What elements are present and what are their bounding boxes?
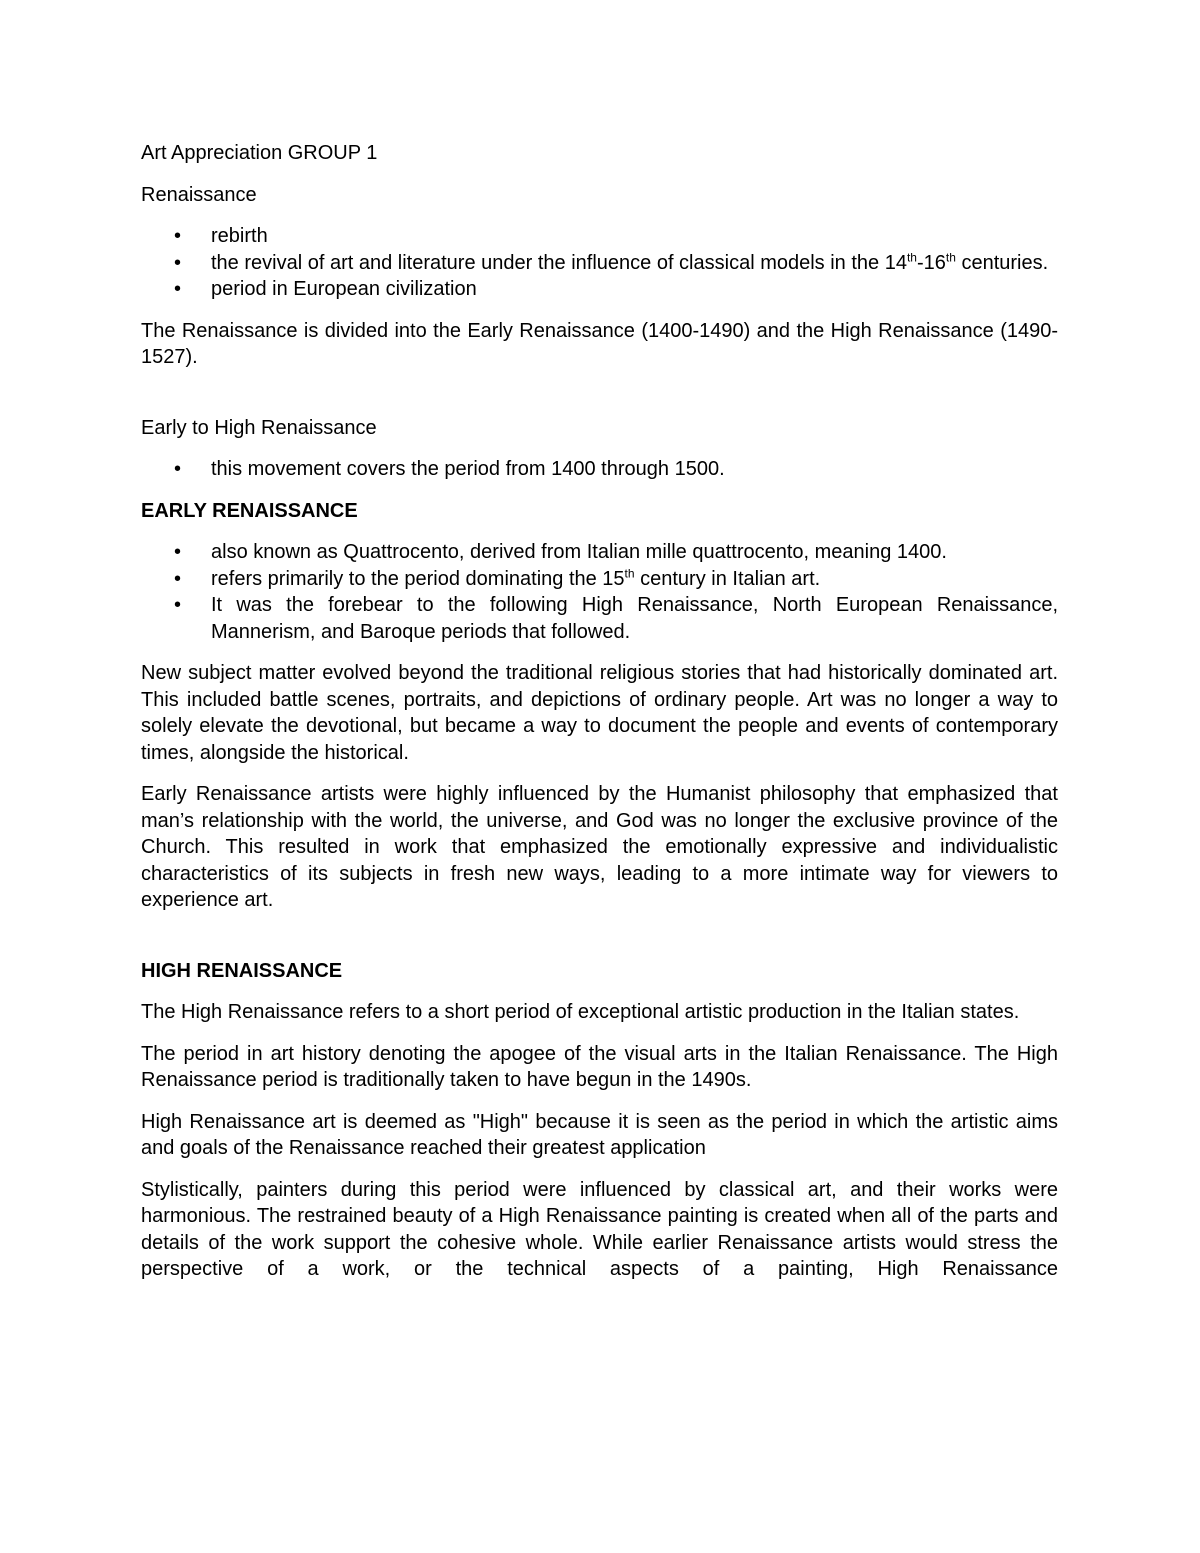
list-item-text: It was the forebear to the following High Renaissance, North European Renaissance, Mannerism, and Baroque periods that followed. [211,594,1058,643]
list-item-text: rebirth [211,225,268,247]
document-page [141,140,1058,1298]
renaissance-heading: Renaissance [141,183,257,206]
superscript: th [624,565,635,580]
early-renaissance-paragraph-1: New subject matter evolved beyond the traditional religious stories that had historically dominated art. This included battle scenes, portraits, and depictions of ordinary people. Art was no longer a way to solely elevate the devotional, but became a way to document the people and events of contemporary times, alongside the historical. [141,662,1058,764]
bullet-icon: • [174,567,182,590]
list-item-text: century in Italian art. [634,567,821,590]
high-renaissance-paragraph-3: High Renaissance art is deemed as "High" because it is seen as the period in which the artistic aims and goals of the Renaissance reached their greatest application [141,1110,1058,1159]
bullet-icon: • [174,251,182,274]
list-item [141,539,1058,566]
list-item [141,456,1058,483]
high-renaissance-heading: HIGH RENAISSANCE [141,959,343,982]
bullet-icon: • [174,594,182,616]
list-item-text: this movement covers the period from 1400 through 1500. [211,458,725,480]
early-to-high-heading: Early to High Renaissance [141,416,377,439]
list-item-text: period in European civilization [211,278,477,300]
blank-line [141,929,1058,958]
superscript: th [945,249,956,264]
early-renaissance-heading: EARLY RENAISSANCE [141,499,358,522]
high-renaissance-paragraph-1: The High Renaissance refers to a short period of exceptional artistic production in the Italian states. [141,1001,1020,1023]
high-renaissance-paragraph-4: Stylistically, painters during this period were influenced by classical art, and their works were harmonious. The restrained beauty of a High Renaissance painting is created when all of the parts and details of the work support the cohesive whole. While earlier Renaissance artists would stress the perspective of a work, or the technical aspects of a painting, High Renaissance [141,1178,1058,1280]
bullet-icon: • [174,458,182,480]
superscript: th [906,249,917,264]
list-item [141,566,1058,593]
list-item [141,592,1058,645]
document-title: Art Appreciation GROUP 1 [141,142,378,164]
renaissance-bullet-list [141,223,1058,303]
high-renaissance-paragraph-2: The period in art history denoting the apogee of the visual arts in the Italian Renaissance. The High Renaissance period is traditionally taken to have begun in the 1490s. [141,1042,1058,1091]
early-renaissance-paragraph-2: Early Renaissance artists were highly influenced by the Humanist philosophy that emphasized that man’s relationship with the world, the universe, and God was no longer the exclusive province of the Church. This resulted in work that emphasized the emotionally expressive and individualistic characteristics of its subjects in fresh new ways, leading to a more intimate way for viewers to experience art. [141,783,1058,911]
list-item-text: -16 [916,251,946,274]
list-item [141,223,1058,250]
list-item-text: refers primarily to the period dominating the 15 [211,567,625,590]
renaissance-division-paragraph: The Renaissance is divided into the Early Renaissance (1400-1490) and the High Renaissance (1490-1527). [141,319,1058,368]
bullet-icon: • [174,278,182,300]
early-renaissance-bullet-list [141,539,1058,645]
bullet-icon: • [174,541,182,563]
list-item-text: the revival of art and literature under the influence of classical models in the 14 [211,251,907,274]
early-to-high-bullet-list [141,456,1058,483]
bullet-icon: • [174,225,182,247]
list-item [141,276,1058,303]
list-item-text: centuries. [955,251,1049,274]
blank-line [141,386,1058,415]
list-item [141,250,1058,277]
list-item-text: also known as Quattrocento, derived from Italian mille quattrocento, meaning 1400. [211,541,947,563]
